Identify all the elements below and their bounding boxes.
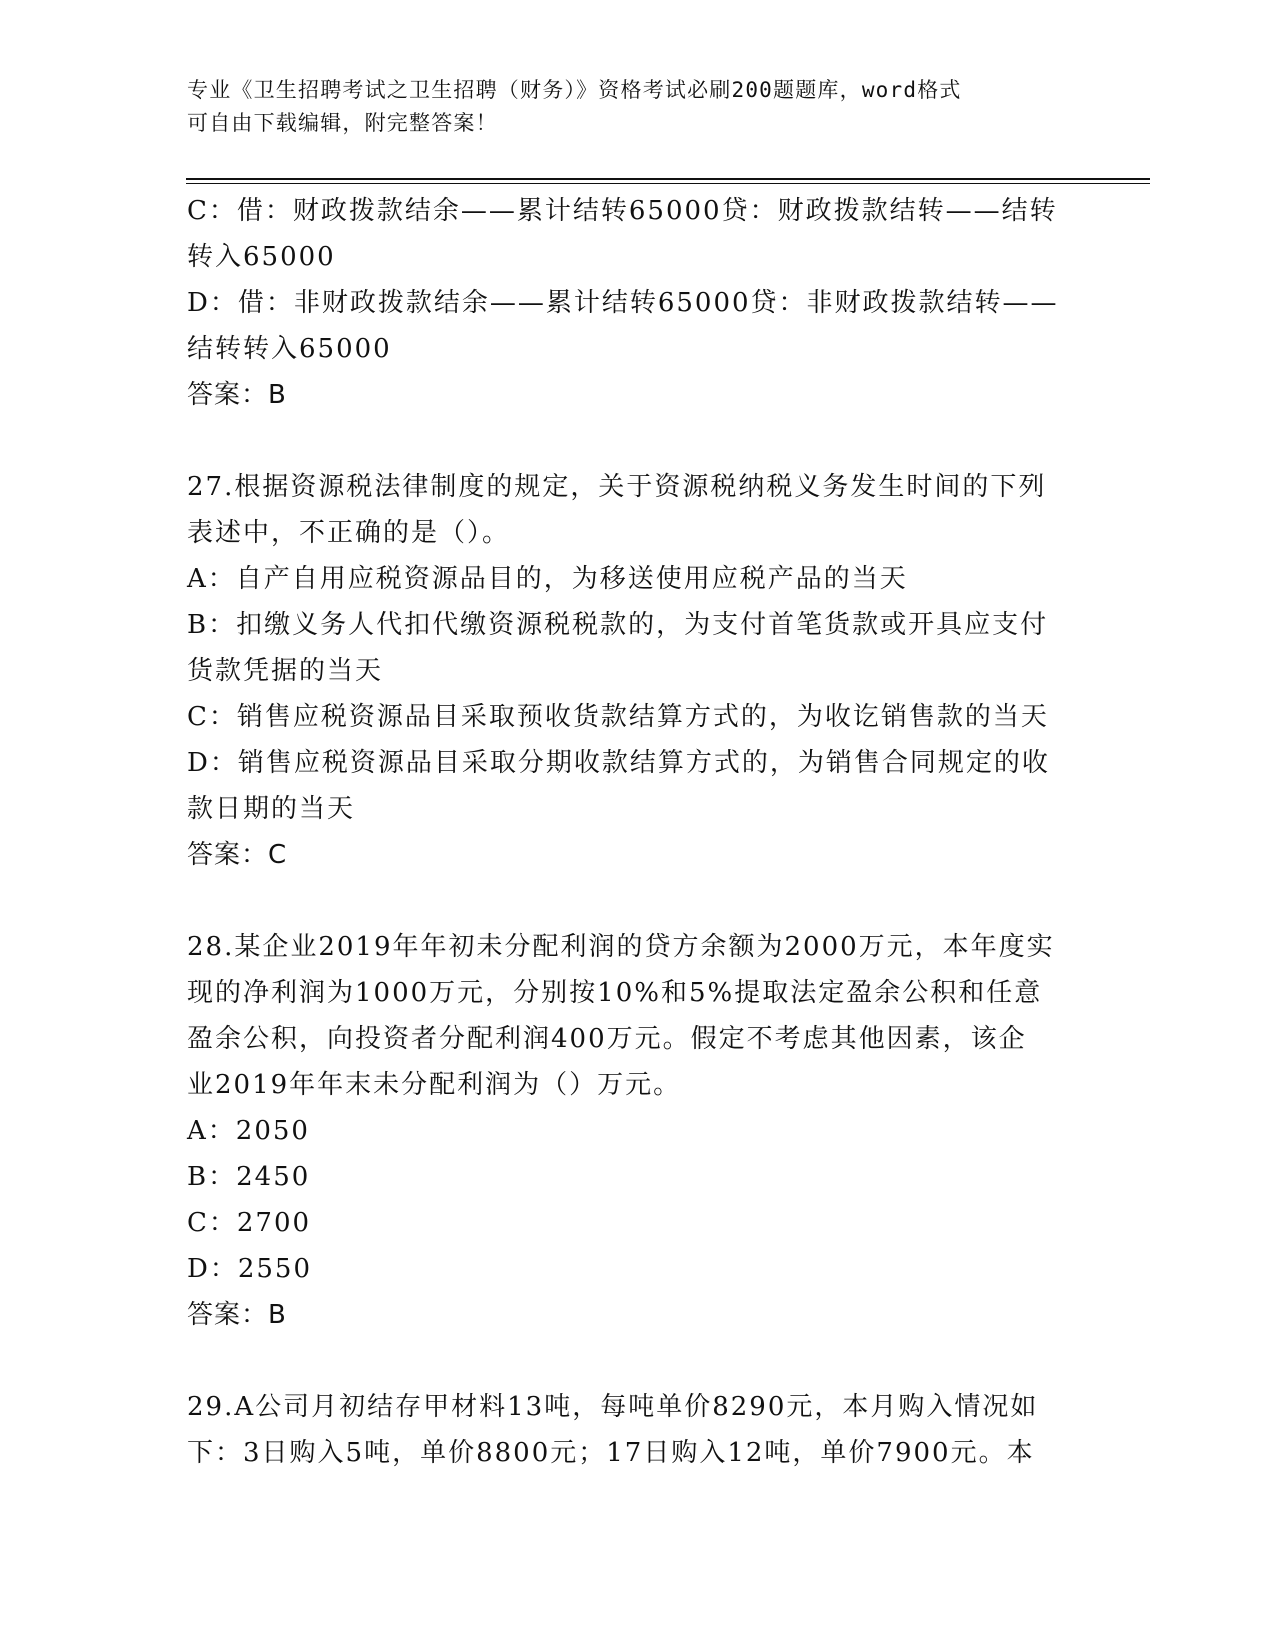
option-c-line-2: 转入65000 (187, 242, 336, 272)
stem-line-3: 盈余公积，向投资者分配利润400万元。假定不考虑其他因素，该企 (187, 1024, 1027, 1054)
answer: 答案：B (187, 1300, 287, 1330)
option-a: A：自产自用应税资源品目的，为移送使用应税产品的当天 (187, 564, 908, 594)
option-c (187, 188, 1067, 280)
spacer (187, 878, 1067, 924)
option-b: B：2450 (187, 1162, 311, 1192)
question-stem (187, 464, 1067, 556)
option-d-line-1: D：借：非财政拨款结余——累计结转65000贷：非财政拨款结转—— (187, 288, 1059, 318)
question-content (187, 188, 1067, 1476)
option-a: A：2050 (187, 1116, 310, 1146)
prev-question (187, 188, 1067, 418)
option-b-line-2: 货款凭据的当天 (187, 656, 384, 686)
option-b (187, 602, 1067, 694)
stem-line-2: 现的净利润为1000万元，分别按10%和5%提取法定盈余公积和任意 (187, 978, 1043, 1008)
header-title-line-2: 可自由下载编辑，附完整答案！ (187, 111, 498, 135)
option-d (187, 740, 1067, 832)
document-header (187, 74, 1067, 140)
option-d: D：2550 (187, 1254, 313, 1284)
question-stem (187, 1384, 1067, 1476)
header-title-line-1: 专业《卫生招聘考试之卫生招聘（财务）》资格考试必刷200题题库，word格式 (187, 78, 962, 102)
answer: 答案：B (187, 380, 287, 410)
stem-line-2: 下：3日购入5吨，单价8800元；17日购入12吨，单价7900元。本 (187, 1438, 1035, 1468)
option-c: C：销售应税资源品目采取预收货款结算方式的，为收讫销售款的当天 (187, 702, 1049, 732)
question-stem (187, 924, 1067, 1108)
question-28 (187, 924, 1067, 1338)
stem-line-1: 28.某企业2019年年初未分配利润的贷方余额为2000万元，本年度实 (187, 932, 1055, 962)
header-divider-thick (186, 178, 1150, 180)
stem-line-4: 业2019年年末未分配利润为（）万元。 (187, 1070, 682, 1100)
option-c-line-1: C：借：财政拨款结余——累计结转65000贷：财政拨款结转——结转 (187, 196, 1058, 226)
option-d-line-1: D：销售应税资源品目采取分期收款结算方式的，为销售合同规定的收 (187, 748, 1050, 778)
option-d-line-2: 结转转入65000 (187, 334, 392, 364)
question-27 (187, 464, 1067, 878)
stem-line-1: 27.根据资源税法律制度的规定，关于资源税纳税义务发生时间的下列 (187, 472, 1047, 502)
option-b-line-1: B：扣缴义务人代扣代缴资源税税款的，为支付首笔货款或开具应支付 (187, 610, 1049, 640)
option-d (187, 280, 1067, 372)
header-divider-thin (186, 183, 1150, 184)
question-29 (187, 1384, 1067, 1476)
answer: 答案：C (187, 840, 288, 870)
spacer (187, 418, 1067, 464)
option-c: C：2700 (187, 1208, 312, 1238)
stem-line-1: 29.A公司月初结存甲材料13吨，每吨单价8290元，本月购入情况如 (187, 1392, 1039, 1422)
option-d-line-2: 款日期的当天 (187, 794, 356, 824)
spacer (187, 1338, 1067, 1384)
stem-line-2: 表述中，不正确的是（）。 (187, 518, 511, 548)
